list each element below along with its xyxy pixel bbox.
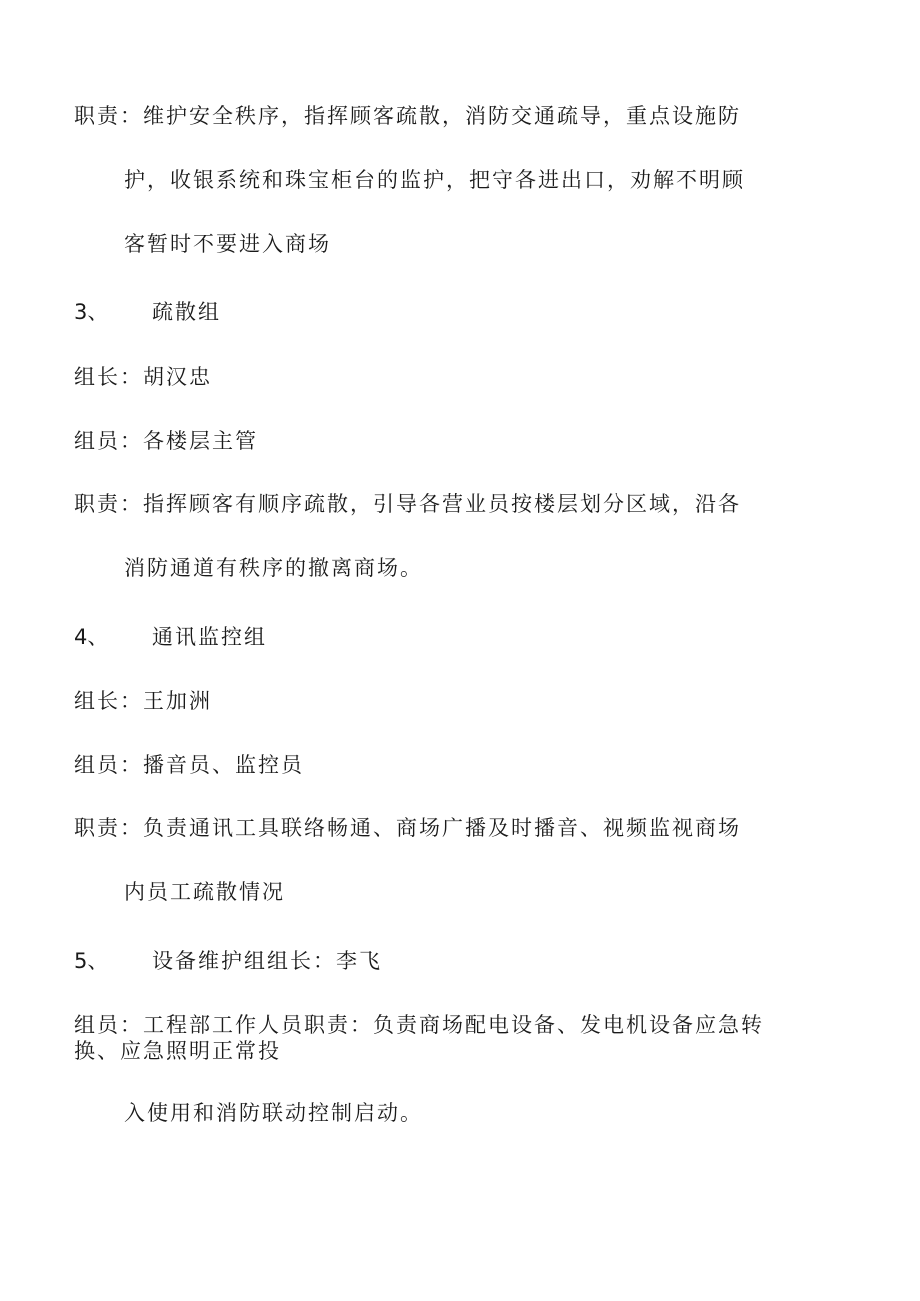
section3-title: 疏散组: [152, 300, 221, 324]
section3-number: 3、: [74, 300, 109, 324]
section2-duty-line2: 护，收银系统和珠宝柜台的监护，把守各进出口，劝解不明顾: [124, 168, 745, 192]
section4-title: 通讯监控组: [152, 625, 267, 649]
section5-duty-line2: 入使用和消防联动控制启动。: [124, 1101, 423, 1125]
section4-number: 4、: [74, 625, 109, 649]
section4-members: 组员：播音员、监控员: [74, 753, 304, 777]
section3-members: 组员：各楼层主管: [74, 429, 258, 453]
section4-leader: 组长：王加洲: [74, 689, 212, 713]
section2-duty-line3: 客暂时不要进入商场: [124, 232, 331, 256]
section5-members-duty: 组员：工程部工作人员职责：负责商场配电设备、发电机设备应急转换、应急照明正常投: [74, 1013, 764, 1063]
section5-title: 设备维护组组长：李飞: [152, 949, 382, 973]
section4-duty-line2: 内员工疏散情况: [124, 880, 285, 904]
section3-duty-line2: 消防通道有秩序的撤离商场。: [124, 556, 423, 580]
section2-duty-line1: 职责：维护安全秩序，指挥顾客疏散，消防交通疏导，重点设施防: [74, 104, 741, 128]
section3-duty-line1: 职责：指挥顾客有顺序疏散，引导各营业员按楼层划分区域，沿各: [74, 492, 741, 516]
section3-leader: 组长：胡汉忠: [74, 365, 212, 389]
section5-number: 5、: [74, 949, 109, 973]
section4-duty-line1: 职责：负责通讯工具联络畅通、商场广播及时播音、视频监视商场: [74, 816, 741, 840]
